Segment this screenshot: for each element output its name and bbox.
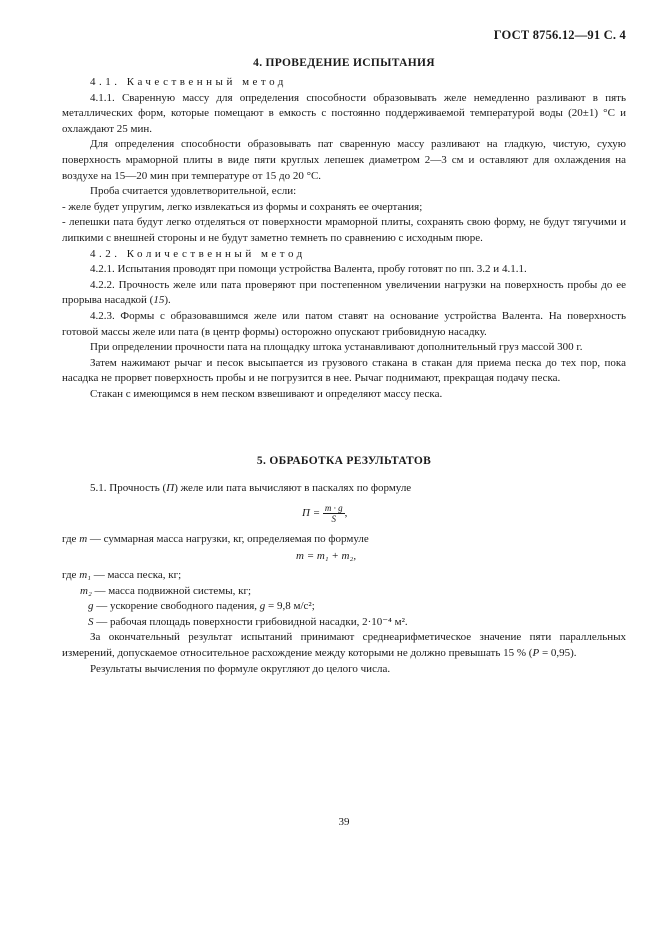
section-5-title: 5. ОБРАБОТКА РЕЗУЛЬТАТОВ	[256, 455, 432, 467]
section-4-body	[62, 75, 626, 402]
paragraph-weigh: Стакан с имеющимся в нем песком взвешивают и определяют массу песка.	[90, 387, 443, 400]
paragraph-rounding: Результаты вычисления по формуле округляют до целого числа.	[90, 662, 391, 675]
clause-4-1: 4.1. Качественный метод	[90, 76, 287, 88]
paragraph-extra-weight: При определении прочности пата на площадку штока устанавливают дополнительный груз массой 300 г.	[90, 341, 583, 354]
list-item-cakes: - лепешки пата будут легко отделяться от поверхности мраморной плиты, сохранять свою форму, не будут тягучими и липкими с внешней стороны и не будут заметно темнеть по сравнению с исходным пюре.	[62, 216, 626, 244]
paragraph-sample: Проба считается удовлетворительной, если:	[90, 185, 297, 198]
def-m2: m₂ — масса подвижной системы, кг;	[80, 584, 252, 597]
paragraph-pate: Для определения способности образовывать пат сваренную массу разливают на гладкую, чистую, сухую поверхность мраморной плиты в виде пяти круглых лепешек диаметром 2—3 см и оставляют для охлаждения на воздухе на 15—20 мин при температуре от 15 до 20 °С.	[62, 138, 626, 182]
clause-4-2-1: 4.2.1. Испытания проводят при помощи устройства Валента, пробу готовят по пп. 3.2 и 4.1.1.	[90, 263, 527, 276]
def-g: g — ускорение свободного падения, g = 9,8 м/с²;	[88, 600, 315, 613]
where-m: где m — суммарная масса нагрузки, кг, определяемая по формуле	[62, 533, 369, 545]
paragraph-lever: Затем нажимают рычаг и песок высыпается из грузового стакана в стакан для приема песка до тех пор, пока насадка не прорвет поверхность пробы и не погрузится в нее. Рычаг поднимают, прекращая подачу песка.	[62, 356, 626, 385]
def-s: S — рабочая площадь поверхности грибовидной насадки, 2·10⁻⁴ м².	[88, 615, 408, 628]
list-item-jelly: - желе будет упругим, легко извлекаться из формы и сохранять ее очертания;	[62, 200, 423, 213]
page-number: 39	[338, 816, 350, 828]
standard-header: ГОСТ 8756.12—91 С. 4	[493, 28, 626, 42]
clause-4-2: 4.2. Количественный метод	[90, 247, 306, 260]
formula-fraction: $\frac{m \cdot g}{S}$	[324, 503, 343, 524]
paragraph-final-result: За окончательный результат испытаний принимают среднеарифметическое значение пяти параллельных измерений, допускаемое относительное расхождение между которыми не должно превышать 15 % (P = 0,95).	[62, 631, 626, 659]
clause-4-2-2: 4.2.2. Прочность желе или пата проверяют при постепенном увеличении нагрузки на поверхность пробы до ее прорыва насадкой (15).	[62, 278, 626, 307]
formula-mass: m = m₁ + m₂,	[296, 550, 357, 562]
clause-5-1: 5.1. Прочность (П) желе или пата вычисляют в паскалях по формуле	[90, 482, 412, 494]
clause-4-1-1: 4.1.1. Сваренную массу для определения способности образовывать желе немедленно разливают в пять металлических форм, которые помещают в емкость с постоянно поддерживаемой температурой воды (20±1) °С и охлаждают 25 мин.	[62, 91, 626, 135]
section-4-title: 4. ПРОВЕДЕНИЕ ИСПЫТАНИЯ	[253, 57, 435, 69]
variables-list	[62, 568, 626, 677]
where-m1: где m₁ — масса песка, кг;	[62, 569, 182, 581]
clause-4-2-3: 4.2.3. Формы с образовавшимся желе или патом ставят на основание устройства Валента. На поверхность готовой массы желе или пата (в центр формы) осторожно опускают грибовидную насадку.	[62, 309, 626, 338]
formula-strength: П = $\frac{m \cdot g}{S}$ ,	[302, 503, 348, 524]
